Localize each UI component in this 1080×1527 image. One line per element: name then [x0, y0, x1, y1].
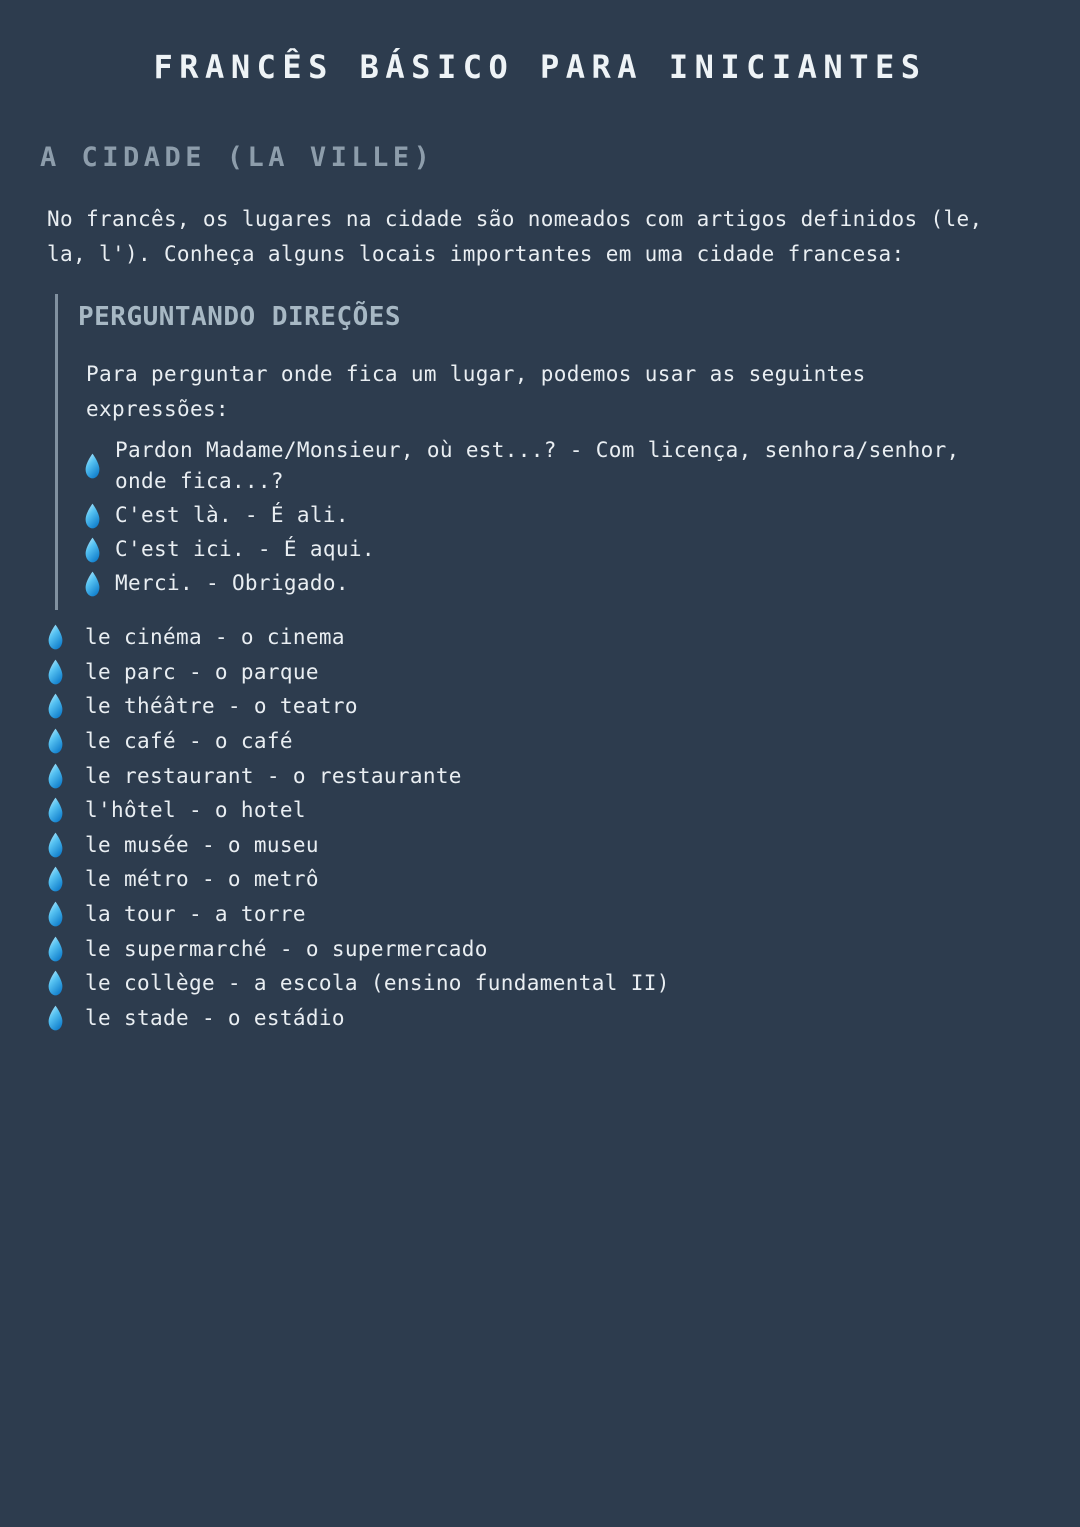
list-item	[47, 966, 1080, 1001]
list-item-text: le café - o café	[85, 729, 293, 754]
list-item	[78, 568, 1080, 599]
water-drop-icon	[47, 659, 64, 685]
section-intro-text: No francês, os lugares na cidade são nomeados com artigos definidos (le, la, l'). Conheça alguns locais importantes em uma cidade francesa:	[47, 207, 983, 266]
list-item-text: le métro - o metrô	[85, 867, 319, 892]
directions-expressions-list	[78, 435, 1080, 599]
section-heading: A CIDADE (LA VILLE)	[40, 142, 435, 173]
list-item-text: le théâtre - o teatro	[85, 694, 358, 719]
water-drop-icon	[84, 453, 101, 479]
list-item	[47, 724, 1080, 759]
list-item	[47, 931, 1080, 966]
list-item-text: le collège - a escola (ensino fundamental II)	[85, 971, 670, 996]
list-item	[47, 828, 1080, 863]
list-item-text: Merci. - Obrigado.	[115, 571, 349, 595]
water-drop-icon	[47, 624, 64, 650]
water-drop-icon	[47, 901, 64, 927]
list-item	[47, 1001, 1080, 1036]
water-drop-icon	[84, 503, 101, 529]
page-title: FRANCÊS BÁSICO PARA INICIANTES	[153, 48, 927, 86]
water-drop-icon	[47, 728, 64, 754]
list-item	[47, 655, 1080, 690]
water-drop-icon	[47, 832, 64, 858]
list-item-text: le stade - o estádio	[85, 1005, 345, 1030]
water-drop-icon	[84, 571, 101, 597]
list-item-text: le restaurant - o restaurante	[85, 763, 462, 788]
list-item	[47, 620, 1080, 655]
water-drop-icon	[47, 693, 64, 719]
list-item-text: le cinéma - o cinema	[85, 625, 345, 650]
list-item	[78, 534, 1080, 565]
water-drop-icon	[47, 763, 64, 789]
list-item-text: le musée - o museu	[85, 832, 319, 857]
list-item	[47, 862, 1080, 897]
list-item-text: C'est ici. - É aqui.	[115, 537, 375, 561]
directions-callout-box	[55, 294, 1080, 610]
list-item-text: C'est là. - É ali.	[115, 503, 349, 527]
list-item	[47, 689, 1080, 724]
city-places-list	[47, 620, 1080, 1035]
water-drop-icon	[84, 537, 101, 563]
water-drop-icon	[47, 936, 64, 962]
list-item-text: Pardon Madame/Monsieur, où est...? - Com licença, senhora/senhor, onde fica...?	[115, 438, 960, 493]
water-drop-icon	[47, 1005, 64, 1031]
water-drop-icon	[47, 970, 64, 996]
water-drop-icon	[47, 866, 64, 892]
list-item	[47, 793, 1080, 828]
list-item	[47, 758, 1080, 793]
list-item-text: l'hôtel - o hotel	[85, 798, 306, 823]
list-item	[47, 897, 1080, 932]
list-item	[78, 435, 1080, 497]
directions-box-heading: PERGUNTANDO DIREÇÕES	[78, 302, 402, 332]
list-item-text: la tour - a torre	[85, 902, 306, 927]
directions-box-intro-text: Para perguntar onde fica um lugar, podemos usar as seguintes expressões:	[86, 362, 866, 421]
water-drop-icon	[47, 797, 64, 823]
list-item-text: le supermarché - o supermercado	[85, 936, 488, 961]
list-item	[78, 500, 1080, 531]
list-item-text: le parc - o parque	[85, 659, 319, 684]
